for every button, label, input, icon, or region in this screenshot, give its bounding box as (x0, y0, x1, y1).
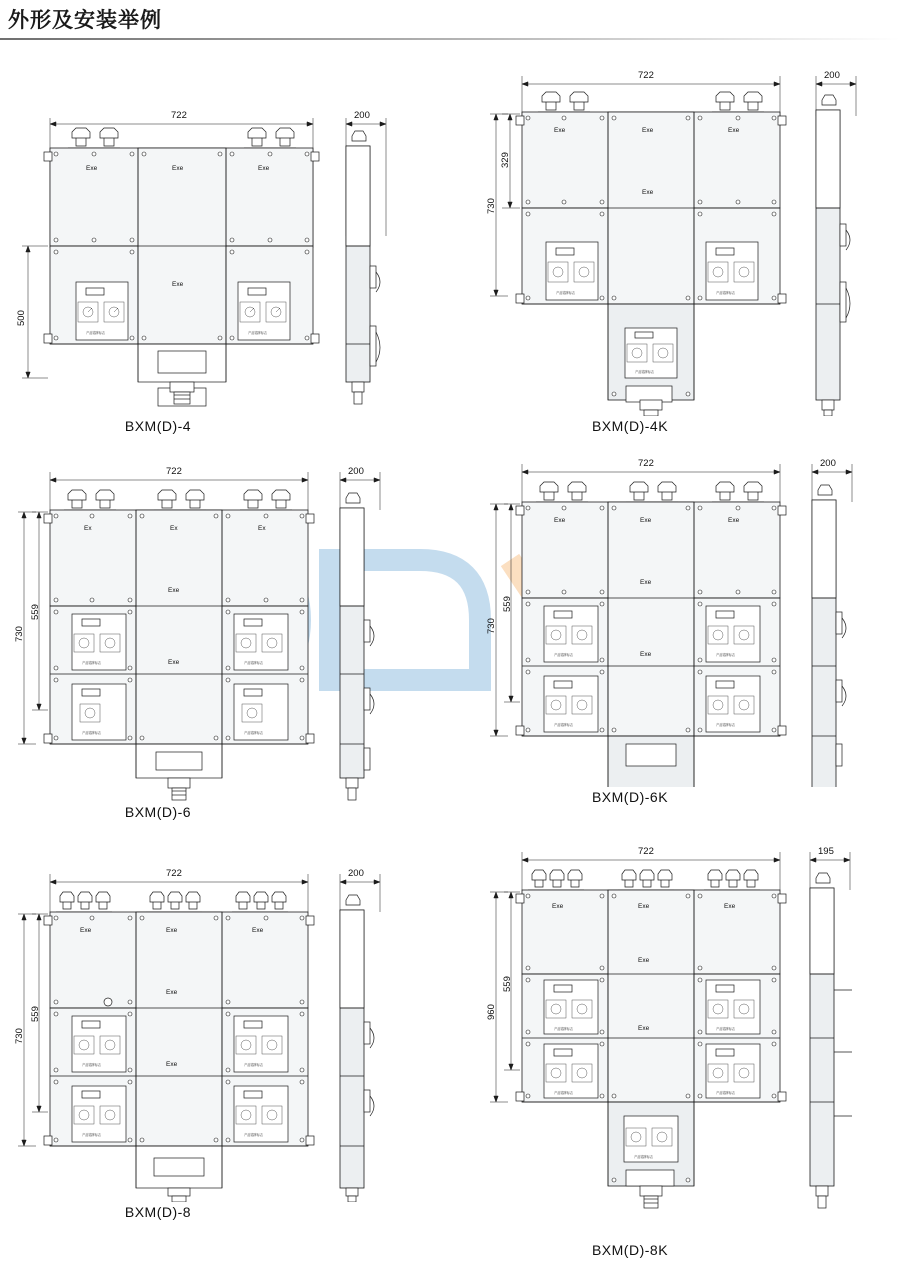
svg-text:产品铭牌标志: 产品铭牌标志 (716, 723, 736, 727)
ex-label: Ex (84, 525, 92, 532)
exe-label: Exe (642, 127, 654, 134)
svg-text:产品铭牌标志: 产品铭牌标志 (82, 731, 102, 735)
dim-height-total: 500 (16, 310, 27, 326)
dim-height-total: 730 (14, 626, 25, 642)
exe-label: Exe (80, 927, 92, 934)
svg-text:产品铭牌标志: 产品铭牌标志 (244, 731, 264, 735)
exe-label: Exe (172, 281, 184, 288)
exe-label: Exe (640, 579, 652, 586)
svg-text:产品铭牌标志: 产品铭牌标志 (716, 653, 736, 657)
dim-depth: 200 (348, 466, 364, 477)
figure-bxmd-8 (8, 862, 408, 1220)
exe-label: Exe (638, 1025, 650, 1032)
svg-text:产品铭牌标志: 产品铭牌标志 (556, 291, 576, 295)
page-title: 外形及安装举例 (8, 9, 162, 32)
figure-caption: BXM(D)-6 (124, 804, 192, 820)
exe-label: Exe (166, 989, 178, 996)
exe-label: Exe (258, 165, 270, 172)
dim-height-total: 960 (486, 1004, 497, 1020)
figure-caption: BXM(D)-8K (591, 1242, 669, 1258)
figure-bxmd-4k (480, 56, 890, 434)
dim-height-inner: 559 (502, 596, 513, 612)
exe-label: Exe (168, 659, 180, 666)
exe-label: Exe (168, 587, 180, 594)
dim-width: 722 (166, 466, 182, 477)
svg-text:产品铭牌标志: 产品铭牌标志 (554, 1091, 574, 1095)
svg-text:产品铭牌标志: 产品铭牌标志 (554, 653, 574, 657)
dim-height-total: 730 (14, 1028, 25, 1044)
exe-label: Exe (728, 127, 740, 134)
dim-height-inner: 559 (502, 976, 513, 992)
figure-bxmd-8k (480, 840, 890, 1258)
exe-label: Exe (554, 127, 566, 134)
dim-depth: 195 (818, 846, 834, 857)
dim-depth: 200 (348, 868, 364, 879)
figure-caption: BXM(D)-6K (591, 789, 669, 805)
svg-text:产品铭牌标志: 产品铭牌标志 (86, 331, 106, 335)
figure-caption: BXM(D)-4K (591, 418, 669, 434)
exe-label: Exe (252, 927, 264, 934)
figure-bxmd-6k (480, 452, 890, 805)
exe-label: Exe (642, 189, 654, 196)
exe-label: Exe (552, 903, 564, 910)
dim-height-top: 329 (500, 152, 511, 168)
dim-depth: 200 (824, 70, 840, 81)
svg-text:产品铭牌标志: 产品铭牌标志 (716, 291, 736, 295)
exe-label: Exe (640, 651, 652, 658)
dim-height-total: 730 (486, 618, 497, 634)
exe-label: Exe (166, 927, 178, 934)
dim-width: 722 (638, 458, 654, 469)
exe-label: Exe (172, 165, 184, 172)
ex-label: Ex (258, 525, 266, 532)
svg-text:产品铭牌标志: 产品铭牌标志 (82, 1063, 102, 1067)
exe-label: Exe (728, 517, 740, 524)
svg-text:产品铭牌标志: 产品铭牌标志 (244, 661, 264, 665)
dim-width: 722 (166, 868, 182, 879)
dim-depth: 200 (354, 110, 370, 121)
dim-width: 722 (171, 110, 187, 121)
exe-label: Exe (554, 517, 566, 524)
exe-label: Exe (86, 165, 98, 172)
exe-label: Exe (638, 957, 650, 964)
dim-width: 722 (638, 846, 654, 857)
svg-text:产品铭牌标志: 产品铭牌标志 (244, 1063, 264, 1067)
exe-label: Exe (638, 903, 650, 910)
ex-label: Ex (170, 525, 178, 532)
dim-height-inner: 559 (30, 604, 41, 620)
title-divider (0, 38, 900, 40)
exe-label: Exe (166, 1061, 178, 1068)
svg-text:产品铭牌标志: 产品铭牌标志 (716, 1027, 736, 1031)
svg-text:产品铭牌标志: 产品铭牌标志 (248, 331, 268, 335)
svg-text:产品铭牌标志: 产品铭牌标志 (554, 723, 574, 727)
svg-text:产品铭牌标志: 产品铭牌标志 (554, 1027, 574, 1031)
exe-label: Exe (640, 517, 652, 524)
dim-depth: 200 (820, 458, 836, 469)
dim-width: 722 (638, 70, 654, 81)
figure-caption: BXM(D)-8 (124, 1204, 192, 1220)
dim-height-inner: 559 (30, 1006, 41, 1022)
dim-height-total: 730 (486, 198, 497, 214)
svg-text:产品铭牌标志: 产品铭牌标志 (82, 1133, 102, 1137)
figure-bxmd-4 (8, 96, 408, 434)
svg-text:产品铭牌标志: 产品铭牌标志 (82, 661, 102, 665)
svg-text:产品铭牌标志: 产品铭牌标志 (244, 1133, 264, 1137)
svg-text:产品铭牌标志: 产品铭牌标志 (635, 370, 655, 374)
figure-bxmd-6 (8, 452, 408, 820)
svg-text:产品铭牌标志: 产品铭牌标志 (634, 1155, 654, 1159)
svg-text:产品铭牌标志: 产品铭牌标志 (716, 1091, 736, 1095)
exe-label: Exe (724, 903, 736, 910)
figure-caption: BXM(D)-4 (124, 418, 192, 434)
